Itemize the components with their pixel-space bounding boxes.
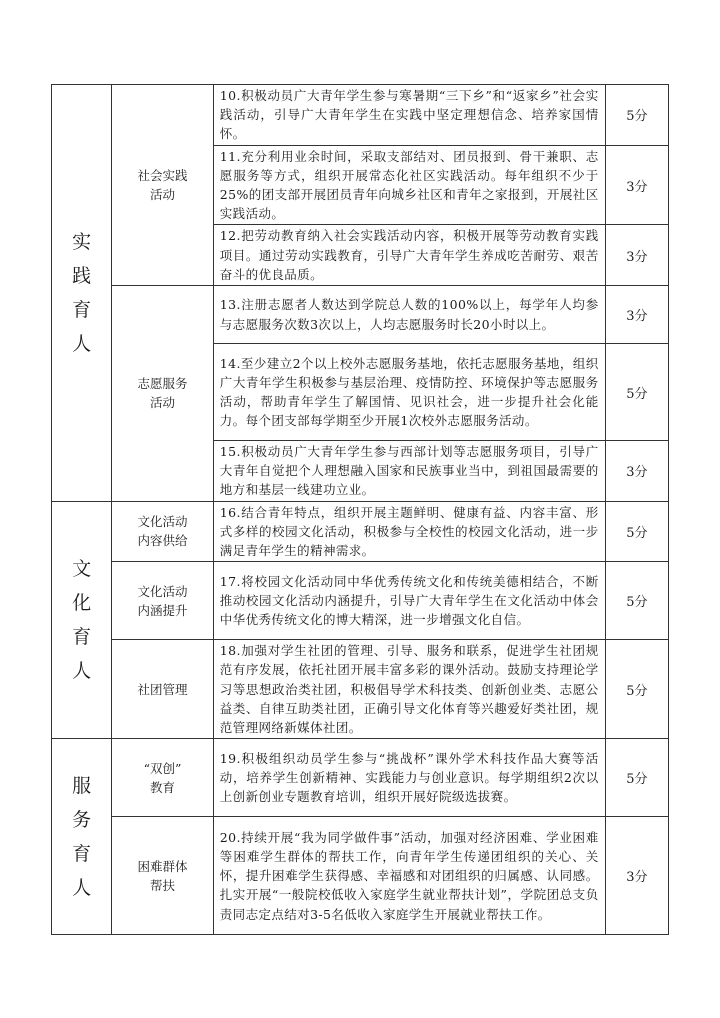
table-row xyxy=(52,739,669,817)
category-label-char: 务 xyxy=(72,808,92,831)
category-cell xyxy=(52,85,112,502)
item-description: 15.积极动员广大青年学生参与西部计划等志愿服务项目，引导广大青年自觉把个人理想融入国家和民族事业当中，到祖国最需要的地方和基层一线建功立业。 xyxy=(213,441,605,502)
item-score: 5分 xyxy=(605,640,668,739)
item-score: 3分 xyxy=(605,225,668,286)
category-label-char: 实 xyxy=(72,230,92,253)
item-score: 5分 xyxy=(605,562,668,640)
table-row xyxy=(52,817,669,935)
item-score: 5分 xyxy=(605,739,668,817)
category-label xyxy=(52,558,111,682)
subcategory-cell: 社会实践 活动 xyxy=(112,85,213,286)
table-row xyxy=(52,85,669,146)
category-label-char: 育 xyxy=(72,625,92,648)
item-description: 12.把劳动教育纳入社会实践活动内容，积极开展等劳动教育实践项目。通过劳动实践教育，引导广大青年学生养成吃苦耐劳、艰苦奋斗的优良品质。 xyxy=(213,225,605,286)
table-row xyxy=(52,286,669,344)
subcategory-cell: 社团管理 xyxy=(112,640,213,739)
subcategory-cell: 困难群体 帮扶 xyxy=(112,817,213,935)
item-description: 17.将校园文化活动同中华优秀传统文化和传统美德相结合，不断推动校园文化活动内涵提升，引导广大青年学生在文化活动中体会中华优秀传统文化的博大精深，进一步增强文化自信。 xyxy=(213,562,605,640)
item-description: 19.积极组织动员学生参与“挑战杯”课外学术科技作品大赛等活动，培养学生创新精神、实践能力与创业意识。每学期组织2次以上创新创业专题教育培训，组织开展好院级选拔赛。 xyxy=(213,739,605,817)
category-label-char: 人 xyxy=(72,659,92,682)
item-score: 5分 xyxy=(605,344,668,441)
category-label xyxy=(52,231,111,355)
item-description: 18.加强对学生社团的管理、引导、服务和联系，促进学生社团规范有序发展，依托社团开展丰富多彩的课外活动。鼓励支持理论学习等思想政治类社团，积极倡导学术科技类、创新创业类、志愿公益类、自律互助类社团，正确引导文化体育等兴趣爱好类社团，规范管理网络新媒体社团。 xyxy=(213,640,605,739)
item-score: 3分 xyxy=(605,441,668,502)
item-description: 13.注册志愿者人数达到学院总人数的100%以上，每学年人均参与志愿服务次数3次以上，人均志愿服务时长20小时以上。 xyxy=(213,286,605,344)
subcategory-cell: “双创” 教育 xyxy=(112,739,213,817)
evaluation-table xyxy=(51,84,669,935)
subcategory-cell: 志愿服务 活动 xyxy=(112,286,213,502)
category-label-char: 人 xyxy=(72,332,92,355)
item-description: 10.积极动员广大青年学生参与寒暑期“三下乡”和“返家乡”社会实践活动，引导广大青年学生在实践中坚定理想信念、培养家国情怀。 xyxy=(213,85,605,146)
item-score: 5分 xyxy=(605,85,668,146)
category-label xyxy=(52,775,111,899)
item-score: 3分 xyxy=(605,286,668,344)
category-cell xyxy=(52,501,112,739)
category-label-char: 育 xyxy=(72,298,92,321)
item-description: 14.至少建立2个以上校外志愿服务基地，依托志愿服务基地，组织广大青年学生积极参与基层治理、疫情防控、环境保护等志愿服务活动，帮助青年学生了解国情、见识社会，进一步提升社会化能力。每个团支部每学期至少开展1次校外志愿服务活动。 xyxy=(213,344,605,441)
category-label-char: 人 xyxy=(72,876,92,899)
category-cell xyxy=(52,739,112,935)
table-row xyxy=(52,501,669,562)
category-label-char: 化 xyxy=(72,591,92,614)
table-row xyxy=(52,562,669,640)
item-description: 16.结合青年特点，组织开展主题鲜明、健康有益、内容丰富、形式多样的校园文化活动，积极参与全校性的校园文化活动，进一步满足青年学生的精神需求。 xyxy=(213,501,605,562)
item-score: 3分 xyxy=(605,817,668,935)
subcategory-cell: 文化活动 内容供给 xyxy=(112,501,213,562)
item-description: 20.持续开展“我为同学做件事”活动，加强对经济困难、学业困难等困难学生群体的帮扶工作，向青年学生传递团组织的关心、关怀，提升困难学生获得感、幸福感和对团组织的归属感、认同感。扎实开展“一般院校低收入家庭学生就业帮扶计划”，学院团总支负责同志定点结对3-5名低收入家庭学生开展就业帮扶工作。 xyxy=(213,817,605,935)
category-label-char: 服 xyxy=(72,774,92,797)
item-score: 5分 xyxy=(605,501,668,562)
item-description: 11.充分利用业余时间，采取支部结对、团员报到、骨干兼职、志愿服务等方式，组织开展常态化社区实践活动。每年组织不少于25%的团支部开展团员青年向城乡社区和青年之家报到，开展社区实践活动。 xyxy=(213,145,605,225)
category-label-char: 育 xyxy=(72,842,92,865)
subcategory-cell: 文化活动 内涵提升 xyxy=(112,562,213,640)
category-label-char: 践 xyxy=(72,264,92,287)
table-row xyxy=(52,640,669,739)
item-score: 3分 xyxy=(605,145,668,225)
category-label-char: 文 xyxy=(72,557,92,580)
